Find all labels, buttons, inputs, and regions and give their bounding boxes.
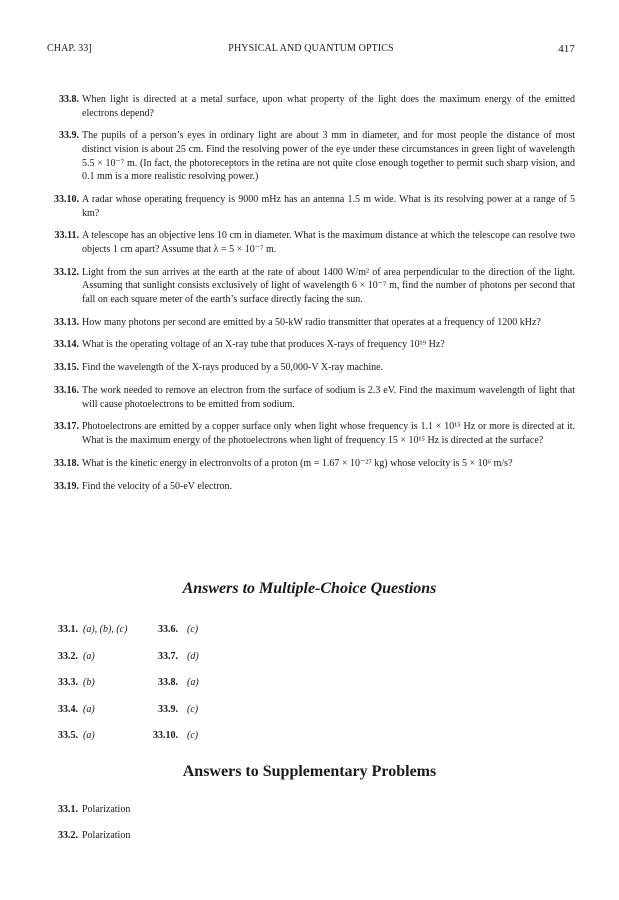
- problem-text: Find the velocity of a 50-eV electron.: [82, 480, 233, 492]
- problem-number: 33.14.: [54, 339, 79, 351]
- answer-number: 33.6.: [158, 624, 178, 635]
- problem-text: What is the kinetic energy in electronvolts of a proton (m = 1.67 × 10⁻²⁷ kg) whose velocity is 5 × 10⁶ m/s?: [82, 457, 513, 469]
- answer-text: Polarization: [82, 830, 131, 841]
- answer-text: Polarization: [82, 804, 131, 815]
- problem-text: What is the operating voltage of an X-ray tube that produces X-rays of frequency 10¹⁹ Hz?: [82, 339, 445, 351]
- problem-item: [47, 480, 575, 494]
- problem-text: The pupils of a person’s eyes in ordinary light are about 3 mm in diameter, and for most people the distance of most distinct vision is about 25 cm. Find the resolving power of the eye under these circumstances in green light of wavelength 5.5 × 10⁻⁷ m. (In fact, the photoreceptors in the retina are not quite close enough together to permit such sharp vision, and 0.1 mm is a more realistic resolving power.): [82, 130, 575, 183]
- sp-answers-heading: Answers to Supplementary Problems: [182, 763, 437, 780]
- problem-number: 33.19.: [54, 480, 79, 492]
- answer-choice: (b): [83, 677, 95, 688]
- problem-item: [47, 457, 575, 471]
- problem-text: Find the wavelength of the X-rays produced by a 50,000-V X-ray machine.: [82, 362, 384, 374]
- page-number: 417: [558, 43, 575, 55]
- problem-item: [47, 361, 575, 375]
- problem-item: [47, 193, 575, 220]
- sp-answer-row: [47, 830, 347, 856]
- problem-number: 33.11.: [54, 230, 79, 242]
- problem-number: 33.17.: [54, 421, 79, 433]
- page-header: [47, 43, 575, 57]
- problem-item: [47, 93, 575, 120]
- answer-choice: (d): [187, 650, 199, 662]
- answer-number: 33.8.: [158, 677, 178, 688]
- problem-item: [47, 338, 575, 352]
- chapter-label: CHAP. 33]: [47, 43, 92, 54]
- problem-item: [47, 266, 575, 307]
- running-title: PHYSICAL AND QUANTUM OPTICS: [228, 43, 394, 54]
- answer-number: 33.1.: [58, 804, 78, 815]
- answer-choice: (a): [83, 650, 95, 662]
- mc-answers-table: [47, 624, 347, 757]
- problem-number: 33.15.: [54, 362, 79, 374]
- supplementary-problems-list: [47, 93, 575, 502]
- problem-number: 33.9.: [59, 130, 79, 142]
- problem-text: Photoelectrons are emitted by a copper surface only when light whose frequency is 1.1 × 10¹⁵ Hz or more is directed at it. What is the maximum energy of the photoelectrons when light of frequency 15 × 10¹⁵ Hz is directed at the surface?: [82, 421, 575, 446]
- mc-answer-row: [47, 651, 347, 678]
- answer-number: 33.7.: [158, 650, 178, 662]
- answer-number: 33.2.: [58, 830, 78, 841]
- mc-answers-heading: Answers to Multiple-Choice Questions: [182, 580, 437, 597]
- sp-answers-list: [47, 804, 347, 856]
- mc-answer-row: [47, 704, 347, 731]
- problem-item: [47, 129, 575, 183]
- problem-text: When light is directed at a metal surface, upon what property of the light does the maximum energy of the emitted electrons depend?: [82, 94, 575, 119]
- problem-text: A radar whose operating frequency is 9000 mHz has an antenna 1.5 m wide. What is its resolving power at a range of 5 km?: [82, 193, 575, 219]
- problem-number: 33.13.: [54, 316, 79, 328]
- problem-text: A telescope has an objective lens 10 cm in diameter. What is the maximum distance at which the telescope can resolve two objects 1 cm apart? Assume that λ = 5 × 10⁻⁷ m.: [82, 230, 575, 255]
- answer-number: 33.10.: [153, 730, 178, 741]
- mc-answer-row: [47, 677, 347, 704]
- answer-choice: (a): [83, 703, 95, 715]
- problem-number: 33.8.: [59, 94, 79, 105]
- answer-number: 33.2.: [58, 650, 78, 662]
- answer-number: 33.9.: [158, 703, 178, 715]
- sp-answer-row: [47, 804, 347, 830]
- answer-choice: (a), (b), (c): [83, 624, 128, 635]
- problem-item: [47, 229, 575, 256]
- answer-choice: (a): [83, 730, 95, 741]
- problem-text: The work needed to remove an electron from the surface of sodium is 2.3 eV. Find the maximum wavelength of light that will cause photoelectrons to be emitted from sodium.: [82, 385, 575, 410]
- answer-number: 33.3.: [58, 677, 78, 688]
- problem-item: [47, 384, 575, 411]
- problem-number: 33.10.: [54, 193, 79, 205]
- answer-choice: (c): [187, 624, 199, 635]
- problem-text: How many photons per second are emitted by a 50-kW radio transmitter that operates at a frequency of 1200 kHz?: [82, 316, 541, 328]
- mc-answer-row: [47, 624, 347, 651]
- mc-answer-row: [47, 730, 347, 757]
- problem-number: 33.12.: [54, 266, 79, 278]
- problem-item: [47, 420, 575, 447]
- problem-text: Light from the sun arrives at the earth at the rate of about 1400 W/m² of area perpendicular to the direction of the light. Assuming that sunlight consists exclusively of light of wavelength 6 × 10⁻⁷ m, find the number of photons per second that fall on each square meter of the earth’s surface directly facing the sun.: [82, 266, 575, 305]
- answer-number: 33.5.: [58, 730, 78, 741]
- problem-number: 33.16.: [54, 385, 79, 396]
- answer-number: 33.1.: [58, 624, 78, 635]
- problem-number: 33.18.: [54, 457, 79, 469]
- answer-choice: (c): [187, 703, 199, 715]
- answer-choice: (c): [187, 730, 199, 741]
- problem-item: [47, 316, 575, 330]
- answer-number: 33.4.: [58, 703, 78, 715]
- answer-choice: (a): [187, 677, 199, 688]
